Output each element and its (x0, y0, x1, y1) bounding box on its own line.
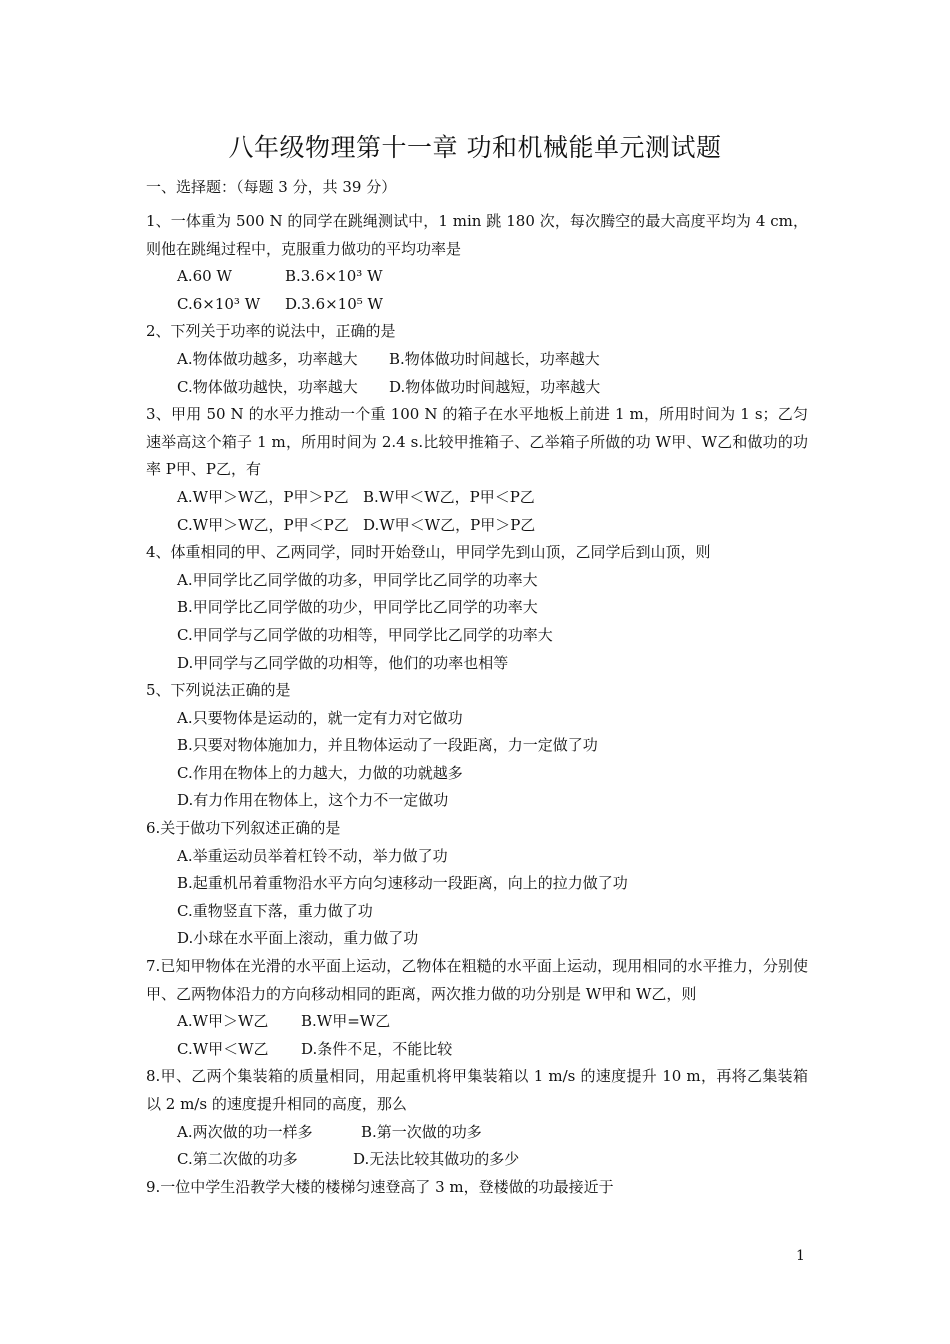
page-title: 八年级物理第十一章 功和机械能单元测试题 (228, 133, 722, 162)
question-1 (146, 208, 808, 318)
question-8-option-b: B.第一次做的功多 (361, 1122, 482, 1141)
question-1-option-b: B.3.6×10³ W (285, 267, 383, 286)
question-2-stem: 2、下列关于功率的说法中，正确的是 (146, 322, 396, 341)
question-7-option-b: B.W甲=W乙 (301, 1012, 391, 1031)
question-3-option-d: D.W甲＜W乙，P甲＞P乙 (363, 515, 536, 534)
question-3-stem: 3、甲用 50 N 的水平力推动一个重 100 N 的箱子在水平地板上前进 1 m，所用时间为 1 s；乙匀速举高这个箱子 1 m，所用时间为 2.4 s.比较甲推箱子、乙举箱子所做的功 W甲、W乙和做功的功率 P甲、P乙，有 (146, 405, 809, 479)
question-5 (146, 677, 808, 815)
question-1-option-d: D.3.6×10⁵ W (285, 294, 383, 313)
question-5-option-b: B.只要对物体施加力，并且物体运动了一段距离，力一定做了功 (177, 736, 598, 755)
question-4-option-a: A.甲同学比乙同学做的功多，甲同学比乙同学的功率大 (177, 570, 538, 589)
question-8-option-a: A.两次做的功一样多 (177, 1122, 313, 1141)
question-7-option-d: D.条件不足，不能比较 (301, 1039, 453, 1058)
question-7-option-a: A.W甲＞W乙 (177, 1012, 269, 1031)
section-heading: 一、选择题：（每题 3 分，共 39 分） (146, 178, 397, 196)
question-4-option-d: D.甲同学与乙同学做的功相等，他们的功率也相等 (177, 653, 509, 672)
question-5-option-c: C.作用在物体上的力越大，力做的功就越多 (177, 763, 463, 782)
question-3-option-a: A.W甲＞W乙，P甲＞P乙 (177, 487, 349, 506)
question-5-stem: 5、下列说法正确的是 (146, 681, 291, 700)
question-5-option-d: D.有力作用在物体上，这个力不一定做功 (177, 791, 449, 810)
question-1-option-c: C.6×10³ W (177, 294, 261, 313)
question-list (146, 208, 808, 1201)
question-3-option-c: C.W甲＞W乙，P甲＜P乙 (177, 515, 349, 534)
question-2 (146, 318, 808, 401)
question-4 (146, 539, 808, 677)
question-2-option-c: C.物体做功越快，功率越大 (177, 377, 358, 396)
question-7 (146, 953, 808, 1063)
question-6-option-c: C.重物竖直下落，重力做了功 (177, 901, 373, 920)
question-2-option-b: B.物体做功时间越长，功率越大 (389, 349, 600, 368)
question-6-option-a: A.举重运动员举着杠铃不动，举力做了功 (177, 846, 448, 865)
question-6-stem: 6.关于做功下列叙述正确的是 (146, 819, 341, 838)
question-2-option-d: D.物体做功时间越短，功率越大 (389, 377, 601, 396)
question-1-option-a: A.60 W (177, 267, 232, 286)
question-5-option-a: A.只要物体是运动的，就一定有力对它做功 (177, 708, 463, 727)
question-3-option-b: B.W甲＜W乙，P甲＜P乙 (363, 487, 535, 506)
question-7-option-c: C.W甲＜W乙 (177, 1039, 269, 1058)
question-7-stem: 7.已知甲物体在光滑的水平面上运动，乙物体在粗糙的水平面上运动，现用相同的水平推力，分别使甲、乙两物体沿力的方向移动相同的距离，两次推力做的功分别是 W甲和 W乙，则 (146, 957, 808, 1003)
question-3 (146, 401, 808, 539)
question-2-option-a: A.物体做功越多，功率越大 (177, 349, 358, 368)
question-1-stem: 1、一体重为 500 N 的同学在跳绳测试中，1 min 跳 180 次，每次腾空的最大高度平均为 4 cm，则他在跳绳过程中，克服重力做功的平均功率是 (146, 212, 808, 258)
page-number: 1 (796, 1248, 805, 1264)
question-8-stem: 8.甲、乙两个集装箱的质量相同，用起重机将甲集装箱以 1 m/s 的速度提升 10 m，再将乙集装箱以 2 m/s 的速度提升相同的高度，那么 (146, 1067, 808, 1113)
question-4-option-b: B.甲同学比乙同学做的功少，甲同学比乙同学的功率大 (177, 598, 538, 617)
question-8 (146, 1063, 808, 1173)
question-4-stem: 4、体重相同的甲、乙两同学，同时开始登山，甲同学先到山顶，乙同学后到山顶，则 (146, 543, 711, 562)
question-6-option-d: D.小球在水平面上滚动，重力做了功 (177, 929, 419, 948)
question-9 (146, 1174, 808, 1202)
question-6 (146, 815, 808, 953)
question-6-option-b: B.起重机吊着重物沿水平方向匀速移动一段距离，向上的拉力做了功 (177, 874, 628, 893)
question-8-option-c: C.第二次做的功多 (177, 1150, 298, 1169)
question-8-option-d: D.无法比较其做功的多少 (353, 1150, 520, 1169)
question-4-option-c: C.甲同学与乙同学做的功相等，甲同学比乙同学的功率大 (177, 625, 553, 644)
question-9-stem: 9.一位中学生沿教学大楼的楼梯匀速登高了 3 m，登楼做的功最接近于 (146, 1177, 614, 1196)
